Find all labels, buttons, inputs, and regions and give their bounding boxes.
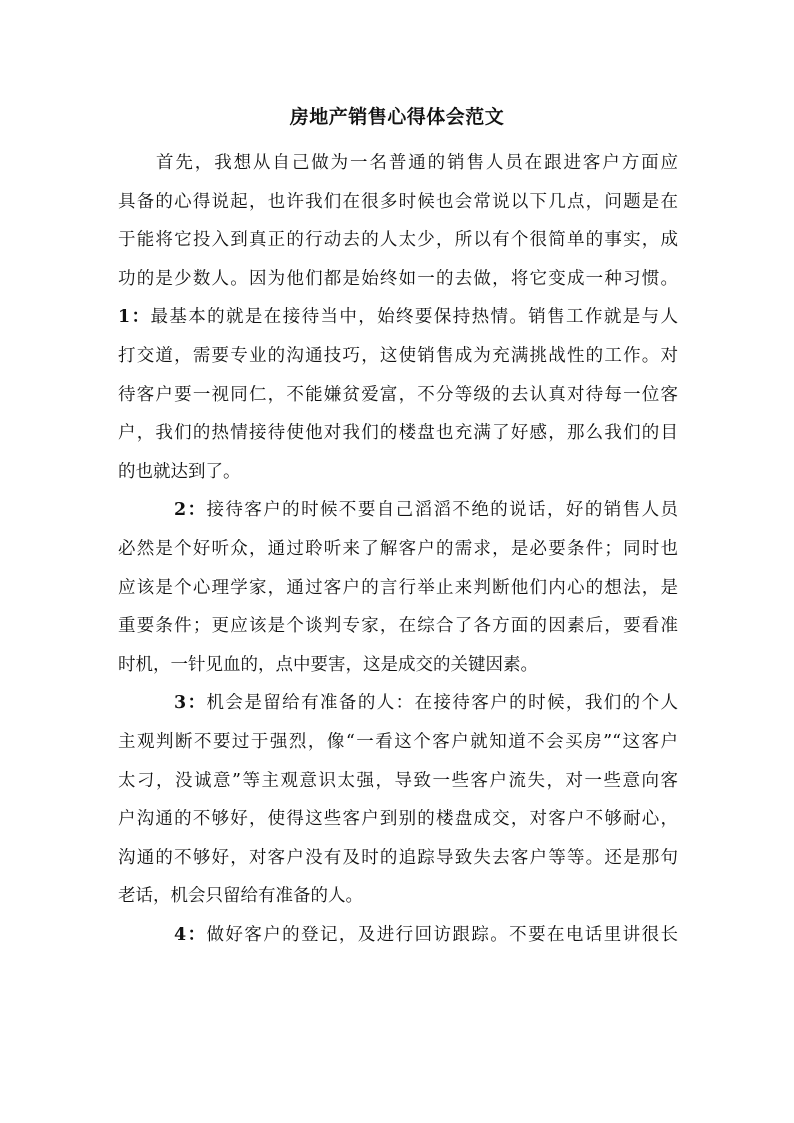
text-line	[118, 607, 678, 646]
line-text: 户，我们的热情接待使他对我们的楼盘也充满了好感，那么我们的目	[118, 423, 678, 444]
line-text: 户沟通的不够好，使得这些客户到别的楼盘成交，对客户不够耐心，	[118, 809, 678, 830]
line-text: 必然是个好听众，通过聆听来了解客户的需求，是必要条件；同时也	[118, 538, 678, 559]
line-text: 做好客户的登记，及进行回访跟踪。不要在电话里讲很长	[206, 924, 678, 945]
line-text: 最基本的就是在接待当中，始终要保持热情。销售工作就是与人	[150, 307, 678, 328]
line-text: 主观判断不要过于强烈，像“一看这个客户就知道不会买房”“这客户	[118, 731, 678, 752]
text-line	[118, 183, 678, 222]
text-line	[118, 916, 678, 955]
text-line	[118, 762, 678, 801]
line-text: 老话，机会只留给有准备的人。	[118, 886, 363, 907]
text-line	[118, 376, 678, 415]
item-number: 4：	[174, 924, 207, 945]
line-text: 接待客户的时候不要自己滔滔不绝的说话，好的销售人员	[206, 500, 678, 521]
line-text: 的也就达到了。	[118, 461, 241, 482]
text-line	[118, 144, 678, 183]
text-line	[118, 337, 678, 376]
text-line	[118, 800, 678, 839]
text-line	[118, 646, 678, 685]
line-text: 时机，一针见血的，点中要害，这是成交的关键因素。	[118, 654, 538, 675]
document-title: 房地产销售心得体会范文	[289, 106, 505, 128]
line-text: 太刁，没诚意”等主观意识太强，导致一些客户流失，对一些意向客	[118, 770, 678, 791]
line-text: 功的是少数人。因为他们都是始终如一的去做，将它变成一种习惯。	[118, 268, 678, 289]
line-text: 机会是留给有准备的人：在接待客户的时候，我们的个人	[206, 693, 678, 714]
text-line	[118, 569, 678, 608]
line-text: 于能将它投入到真正的行动去的人太少，所以有个很简单的事实，成	[118, 230, 678, 251]
text-line	[118, 877, 678, 916]
line-text: 打交道，需要专业的沟通技巧，这使销售成为充满挑战性的工作。对	[118, 345, 678, 366]
line-text: 待客户要一视同仁，不能嫌贫爱富，不分等级的去认真对待每一位客	[118, 384, 678, 405]
text-line	[118, 684, 678, 723]
line-text: 首先，我想从自己做为一名普通的销售人员在跟进客户方面应	[156, 153, 678, 173]
text-line	[118, 491, 678, 530]
text-line	[118, 221, 678, 260]
text-line	[118, 260, 678, 299]
line-text: 应该是个心理学家，通过客户的言行举止来判断他们内心的想法，是	[118, 577, 678, 598]
text-line	[118, 453, 678, 492]
text-line	[118, 530, 678, 569]
text-line	[118, 839, 678, 878]
text-line	[118, 723, 678, 762]
item-number: 1：	[118, 307, 151, 328]
text-line	[118, 414, 678, 453]
line-text: 沟通的不够好，对客户没有及时的追踪导致失去客户等等。还是那句	[118, 847, 678, 868]
text-line	[118, 298, 678, 337]
item-number: 3：	[174, 693, 207, 714]
document-body	[118, 144, 678, 954]
item-number: 2：	[174, 500, 207, 521]
line-text: 重要条件；更应该是个谈判专家，在综合了各方面的因素后，要看准	[118, 616, 678, 637]
line-text: 具备的心得说起，也许我们在很多时候也会常说以下几点，问题是在	[118, 191, 678, 212]
